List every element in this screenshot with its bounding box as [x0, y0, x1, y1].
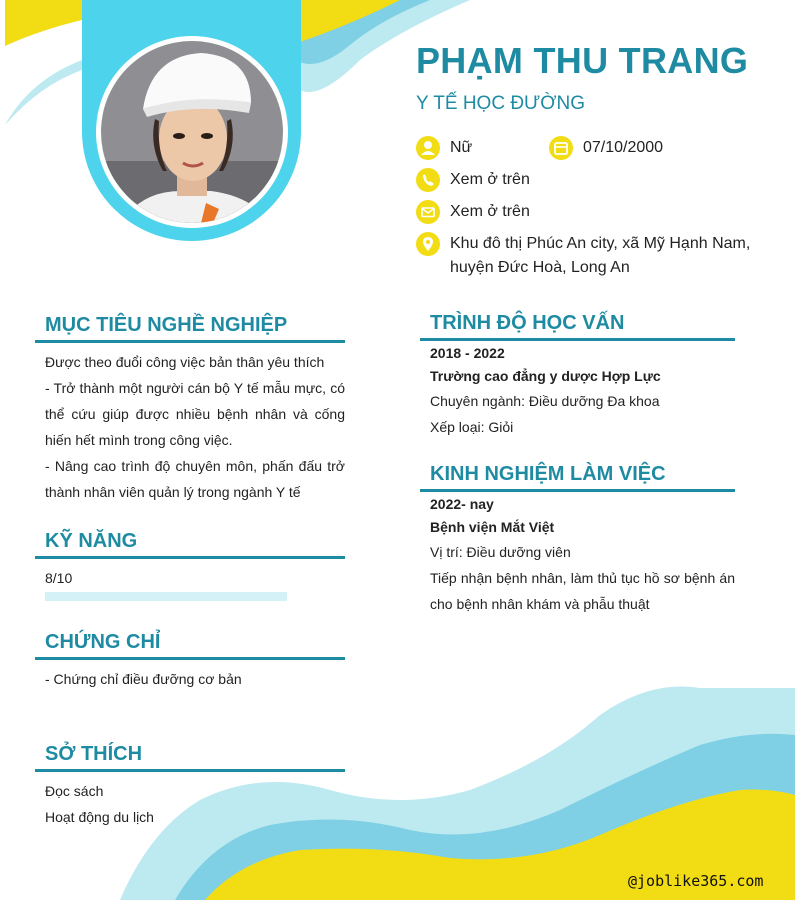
objective-line: - Nâng cao trình độ chuyên môn, phấn đấu trở thành nhân viên quản lý trong ngành Y tế [45, 458, 345, 500]
address-line-1: Khu đô thị Phúc An city, xã Mỹ Hạnh Nam, [450, 235, 751, 252]
phone-value: Xem ở trên [450, 171, 530, 188]
objective-title: MỤC TIÊU NGHỀ NGHIỆP [45, 314, 288, 336]
hobby-item: Hoạt động du lịch [45, 809, 154, 825]
education-rule [420, 338, 735, 341]
skills-rule [35, 556, 345, 559]
certificates-title: CHỨNG CHỈ [45, 631, 161, 653]
skills-title: KỸ NĂNG [45, 530, 138, 552]
candidate-name: PHẠM THU TRANG [416, 40, 749, 81]
certificates-rule [35, 657, 345, 660]
gender-row [416, 136, 472, 160]
birthdate-row [549, 136, 663, 160]
experience-company: Bệnh viện Mắt Việt [430, 519, 555, 535]
skill-score: 8/10 [45, 570, 73, 586]
certificate-item: - Chứng chỉ điều đưỡng cơ bản [45, 671, 242, 687]
email-row [416, 200, 530, 224]
mail-icon [416, 200, 440, 224]
email-value: Xem ở trên [450, 203, 530, 220]
education-school: Trường cao đẳng y dược Hợp Lực [430, 368, 661, 384]
location-icon [416, 232, 440, 256]
objective-line: Được theo đuổi công việc bản thân yêu thích [45, 354, 325, 370]
gender-value: Nữ [450, 139, 473, 156]
education-title: TRÌNH ĐỘ HỌC VẤN [430, 312, 625, 334]
hobbies-title: SỞ THÍCH [45, 743, 143, 765]
experience-position: Vị trí: Điều dưỡng viên [430, 544, 571, 560]
education-grade: Xếp loại: Giỏi [430, 419, 514, 435]
site-watermark: @joblike365.com [628, 872, 764, 890]
objective-text [45, 349, 345, 505]
phone-icon [416, 168, 440, 192]
hobby-item: Đọc sách [45, 783, 104, 799]
skill-level-bar [45, 592, 287, 601]
education-major: Chuyên ngành: Điều dưỡng Đa khoa [430, 393, 660, 409]
experience-title: KINH NGHIỆM LÀM VIỆC [430, 463, 666, 485]
experience-period: 2022- nay [430, 496, 494, 512]
hobbies-rule [35, 769, 345, 772]
calendar-icon [549, 136, 573, 160]
job-title: Y TẾ HỌC ĐƯỜNG [416, 93, 586, 114]
address-value [450, 232, 750, 280]
objective-rule [35, 340, 345, 343]
education-period: 2018 - 2022 [430, 345, 505, 361]
experience-desc: Tiếp nhận bệnh nhân, làm thủ tục hồ sơ bệnh án cho bệnh nhân khám và phẫu thuật [430, 570, 735, 612]
birthdate-value: 07/10/2000 [583, 139, 664, 156]
phone-row [416, 168, 530, 192]
address-row [416, 232, 750, 280]
experience-rule [420, 489, 735, 492]
avatar [101, 41, 283, 223]
address-line-2: huyện Đức Hoà, Long An [450, 259, 630, 276]
objective-line: - Trở thành một người cán bộ Y tế mẫu mực, có thể cứu giúp được nhiều bệnh nhân và cống hiến hết mình trong công việc. [45, 380, 345, 448]
user-icon [416, 136, 440, 160]
skill-level-fill [45, 592, 239, 601]
